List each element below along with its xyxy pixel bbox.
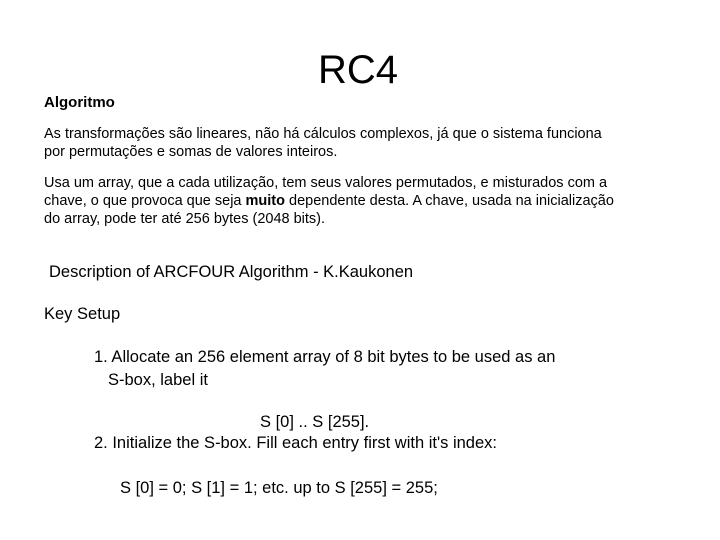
paragraph-line: Usa um array, que a cada utilização, tem seus valores permutados, e misturados com a (44, 175, 608, 191)
paragraph-transformations (44, 125, 602, 161)
paragraph-line (44, 192, 614, 210)
section-heading: Algoritmo (44, 94, 115, 111)
description-heading: Description of ARCFOUR Algorithm - K.Kaukonen (49, 263, 414, 281)
bold-word: muito (245, 193, 285, 209)
step-2: 2. Initialize the S-box. Fill each entry first with it's index: (94, 434, 497, 452)
sbox-range: S [0] .. S [255]. (260, 413, 370, 431)
text-run: chave, o que provoca que seja (44, 193, 246, 209)
key-setup-heading: Key Setup (44, 305, 121, 323)
paragraph-line: As transformações são lineares, não há cálculos complexos, já que o sistema funciona (44, 126, 602, 142)
init-example: S [0] = 0; S [1] = 1; etc. up to S [255] = 255; (120, 479, 438, 497)
paragraph-line: do array, pode ter até 256 bytes (2048 bits). (44, 211, 326, 227)
slide-title: RC4 (318, 48, 399, 92)
step-1-line-2: S-box, label it (108, 371, 208, 389)
text-run: dependente desta. A chave, usada na inicialização (285, 193, 614, 209)
paragraph-line: por permutações e somas de valores inteiros. (44, 144, 338, 160)
paragraph-array (44, 174, 614, 228)
step-1-line-1: 1. Allocate an 256 element array of 8 bit bytes to be used as an (94, 348, 556, 366)
